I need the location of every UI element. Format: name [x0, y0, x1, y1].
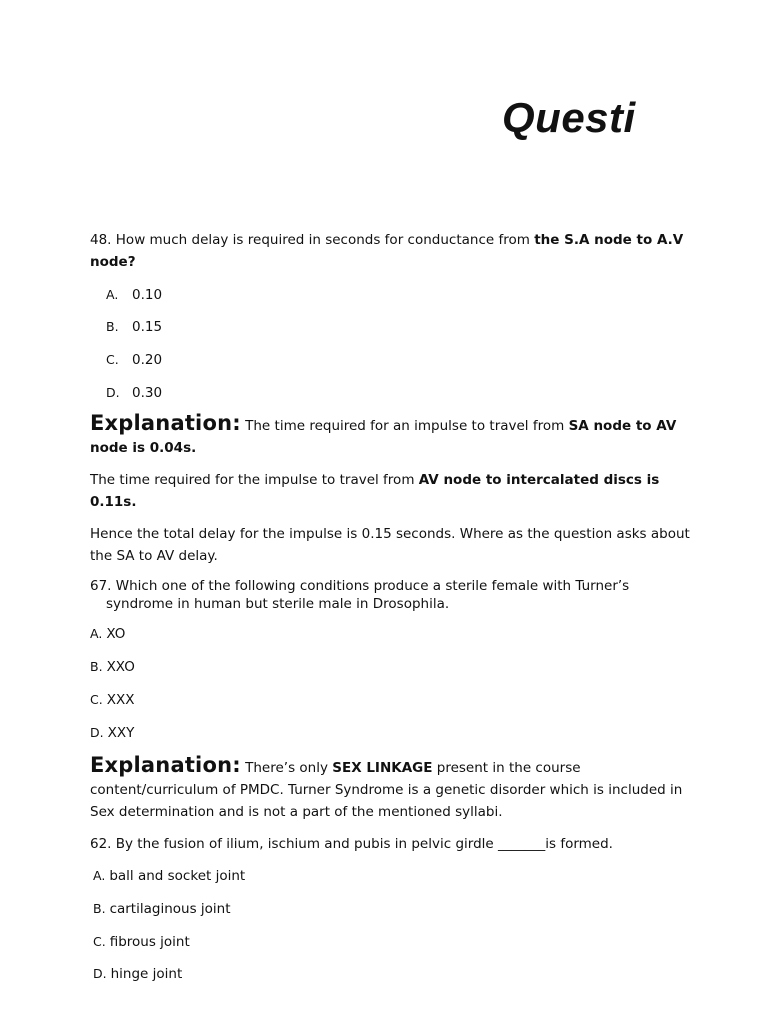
explanation-48-p3: Hence the total delay for the impulse is 0.15 seconds. Where as the question asks about the SA to AV delay.	[90, 525, 690, 564]
explanation-48-p2: The time required for the impulse to travel from AV node to intercalated discs is 0.11s.	[90, 471, 660, 510]
question-text-bold: the S.A node to A.V node?	[90, 232, 684, 270]
options-48	[90, 273, 690, 404]
explanation-heading: Explanation:	[90, 752, 241, 777]
question-67: 67. Which one of the following conditions produce a sterile female with Turner’s syndrome in human but sterile male in Drosophila.	[90, 577, 630, 612]
option-c: C. XXX	[90, 691, 135, 708]
option-b: B. XXO	[90, 659, 135, 676]
option-a: A. XO	[90, 626, 126, 643]
option-b: B. cartilaginous joint	[93, 900, 231, 917]
explanation-48-p1: Explanation: The time required for an impulse to travel from SA node to AV node is 0.04s.	[90, 410, 677, 456]
document-body	[90, 229, 690, 985]
option-a: A. 0.10	[106, 286, 163, 303]
question-62: 62. By the fusion of ilium, ischium and pubis in pelvic girdle _______is formed.	[90, 835, 613, 852]
question-48	[90, 229, 690, 273]
option-b: B. 0.15	[106, 319, 163, 336]
option-c: C. 0.20	[106, 352, 163, 369]
question-number: 48.	[90, 232, 112, 248]
options-62	[90, 855, 690, 986]
option-d: D. XXY	[90, 724, 135, 741]
option-d: D. 0.30	[106, 384, 163, 401]
option-a: A. ball and socket joint	[93, 868, 246, 885]
question-text: How much delay is required in seconds for conductance from	[115, 232, 530, 248]
option-d: D. hinge joint	[93, 966, 183, 983]
explanation-heading: Explanation:	[90, 410, 241, 435]
options-67	[90, 613, 690, 744]
explanation-67: Explanation: There’s only SEX LINKAGE present in the course content/curriculum of PMDC. Turner Syndrome is a genetic disorder which is included in Sex determination and is not a part of the mentioned syllabi.	[90, 752, 683, 820]
option-c: C. fibrous joint	[93, 933, 190, 950]
page-title: Questi	[502, 94, 636, 141]
